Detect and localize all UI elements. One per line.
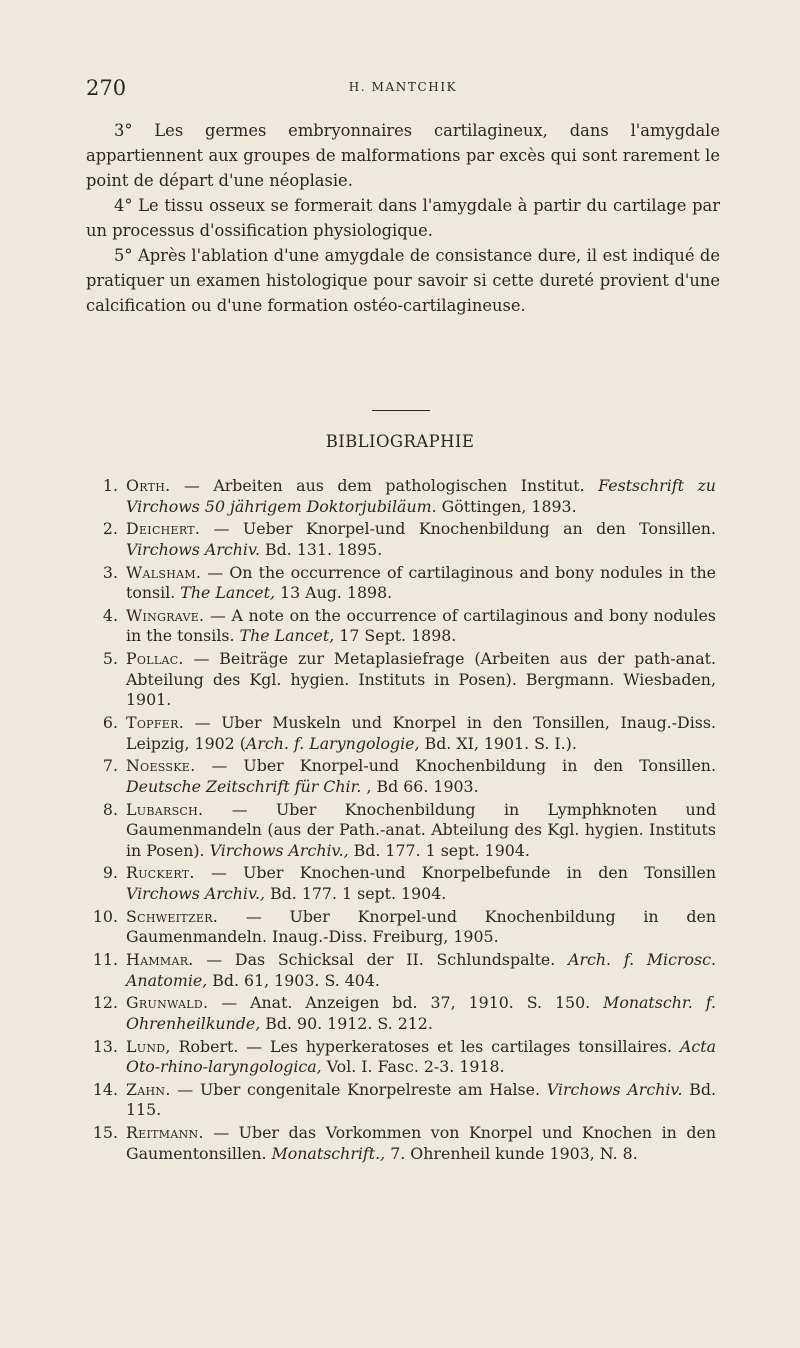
entry-number: 12. [92, 993, 118, 1013]
entry-source: Arch. f. Laryngologie, [245, 733, 420, 753]
paragraph: 5° Après l'ablation d'une amygdale de consistance dure, il est indiqué de pratiquer un examen histologique pour savoir si cette dureté provient d'une calcification ou d'une formation ostéo-cartilagineuse. [86, 246, 720, 315]
bibliography-entry [102, 713, 716, 754]
entry-number: 4. [102, 605, 118, 625]
entry-text: Vol. I. Fasc. 2-3. 1918. [321, 1057, 505, 1077]
paragraph: 4° Le tissu osseux se formerait dans l'amygdale à partir du cartilage par un processus d'ossification physiologique. [86, 196, 720, 240]
page-number: 270 [86, 76, 127, 100]
entry-author: Ruckert. [126, 863, 195, 883]
entry-text: — Uber Knochenbildung in Lymphknoten und Gaumenmandeln (aus der Path.-anat. Abteilung des Kgl. hygien. Instituts in Posen). [126, 799, 716, 860]
bibliography-heading: BIBLIOGRAPHIE [325, 432, 475, 451]
bibliography-entry [102, 756, 716, 797]
entry-author: Topfer. [126, 713, 185, 732]
entry-source: The Lancet, [239, 626, 335, 646]
entry-text: — A note on the occurrence of cartilaginous and bony nodules in the tonsils. [126, 605, 716, 646]
entry-author: Hammar. [126, 950, 194, 969]
entry-text: — On the occurrence of cartilaginous and bony nodules in the tonsil. [126, 562, 716, 603]
entry-text: — Uber congenitale Knorpelreste am Halse. [170, 1079, 547, 1099]
entry-author: Noesske. [126, 756, 196, 776]
entry-number: 13. [92, 1036, 118, 1056]
entry-source: Monatschrift., [271, 1143, 386, 1163]
entry-text: Bd. 177. 1 sept. 1904. [265, 884, 447, 904]
bibliography-entry [102, 562, 716, 604]
entry-text: — Uber das Vorkommen von Knorpel und Knochen in den Gaumentonsillen. [126, 1123, 716, 1163]
entry-number: 11. [92, 950, 118, 969]
paragraph: 3° Les germes embryonnaires cartilagineux, dans l'amygdale appartiennent aux groupes de malformations par excès qui sont rarement le point de départ d'une néoplasie. [86, 121, 720, 190]
entry-text: 7. Ohrenheil kunde 1903, N. 8. [385, 1143, 638, 1163]
bibliography-entry [102, 476, 716, 517]
entry-author: Pollac. [126, 649, 184, 669]
entry-number: 7. [102, 756, 118, 776]
entry-text: — Uber Knorpel-und Knochenbildung in den Tonsillen. [195, 756, 716, 776]
bibliography-entry [102, 605, 716, 647]
entry-text: — Uber Knorpel-und Knochenbildung in den Gaumenmandeln. Inaug.-Diss. Freiburg, 1905. [126, 906, 716, 947]
entry-author: Lubarsch. [126, 799, 204, 819]
entry-text: — Anat. Anzeigen bd. 37, 1910. S. 150. [208, 993, 604, 1013]
entry-author: Reitmann. [126, 1123, 204, 1143]
entry-source: Virchows Archiv. [126, 539, 261, 559]
entry-text: — Arbeiten aus dem pathologischen Institut. [170, 476, 599, 495]
entry-author: Grunwald. [126, 993, 209, 1013]
entry-text: — Uber Knochen-und Knorpelbefunde in den Tonsillen [194, 863, 716, 883]
bibliography-list [92, 476, 717, 1166]
entry-number: 14. [92, 1079, 118, 1099]
entry-source: Virchows Archiv., [209, 840, 349, 860]
entry-source: The Lancet, [180, 583, 276, 603]
entry-text: Robert. — Les hyperkeratoses et les cartilages tonsillaires. [170, 1036, 680, 1056]
entry-author: Zahn. [126, 1079, 171, 1099]
entry-text: — Beiträge zur Metaplasiefrage (Arbeiten aus der path-anat. Abteilung des Kgl. hygien. Instituts in Posen). Bergmann. Wiesbaden, 1901. [126, 649, 716, 710]
entry-text: , Bd 66. 1903. [361, 776, 479, 796]
entry-text: 17 Sept. 1898. [334, 626, 457, 646]
entry-text: — Uber Muskeln und Knorpel in den Tonsillen, Inaug.-Diss. Leipzig, 1902 ( [126, 713, 716, 753]
entry-text: Bd. 61, 1903. S. 404. [207, 970, 380, 990]
entry-text: 13 Aug. 1898. [275, 583, 393, 603]
entry-text: Bd. 177. 1 sept. 1904. [348, 840, 530, 860]
bibliography-entry [102, 649, 716, 711]
entry-number: 6. [102, 713, 118, 732]
running-head: H. MANTCHIK [348, 80, 458, 94]
entry-author: Schweitzer. [126, 906, 219, 926]
entry-source: Festschrift zu Virchows 50 jährigem Doktorjubiläum. [126, 476, 716, 516]
entry-text: Bd. 115. [126, 1079, 717, 1120]
page-header [86, 76, 720, 106]
entry-author: Wingrave. [126, 605, 205, 625]
entry-text: Bd. 131. 1895. [260, 539, 383, 559]
entry-number: 5. [102, 649, 118, 669]
bibliography-entry [92, 1036, 716, 1078]
bibliography-entry [92, 1079, 717, 1121]
entry-source: Virchows Archiv., [126, 884, 266, 904]
entry-number: 1. [102, 476, 118, 495]
entry-number: 3. [102, 562, 118, 582]
entry-number: 10. [92, 906, 118, 926]
entry-source: Monatschr. f. Ohrenheilkunde, [126, 993, 716, 1033]
entry-text: Göttingen, 1893. [436, 496, 577, 516]
entry-source: Arch. f. Microsc. Anatomie, [126, 950, 716, 990]
entry-number: 15. [92, 1123, 118, 1143]
entry-source: Deutsche Zeitschrift für Chir. [126, 776, 362, 796]
entry-author: Walsham. [126, 562, 202, 582]
entry-text: — Das Schicksal der II. Schlundspalte. [193, 950, 569, 969]
bibliography-entry [92, 1123, 716, 1164]
section-divider [372, 410, 430, 411]
bibliography-entry [102, 519, 716, 560]
bibliography-entry [102, 863, 716, 904]
entry-text: Bd. XI, 1901. S. I.). [419, 733, 577, 753]
bibliography-entry [92, 950, 716, 991]
entry-author: Orth. [126, 476, 171, 495]
entry-number: 2. [102, 519, 118, 539]
bibliography-entry [92, 993, 716, 1034]
entry-number: 9. [102, 863, 118, 883]
bibliography-entry [102, 799, 716, 862]
entry-source: Virchows Archiv. [546, 1079, 683, 1099]
conclusions-text [86, 118, 720, 318]
bibliography-entry [92, 906, 716, 948]
entry-author: Deichert. [126, 519, 201, 539]
entry-text: Bd. 90. 1912. S. 212. [260, 1013, 433, 1033]
entry-text: — Ueber Knorpel-und Knochenbildung an den Tonsillen. [200, 519, 716, 539]
entry-author: Lund, [126, 1036, 171, 1056]
entry-source: Acta Oto-rhino-laryngologica, [126, 1036, 716, 1077]
entry-number: 8. [102, 799, 118, 819]
